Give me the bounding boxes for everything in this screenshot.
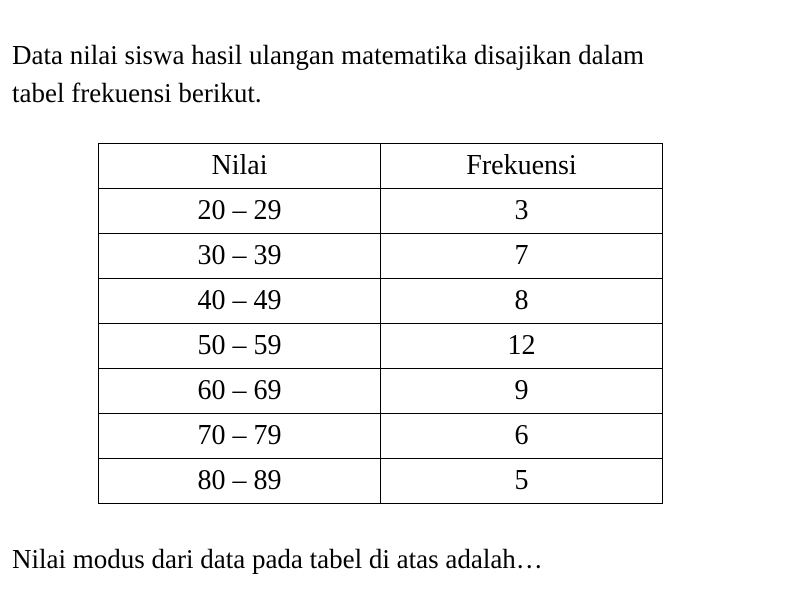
cell-frekuensi: 9 [381,369,663,414]
intro-line-2: tabel frekuensi berikut. [12,78,262,108]
intro-line-1: Data nilai siswa hasil ulangan matematika disajikan dalam [12,40,645,70]
table-row [99,369,663,414]
frequency-table [98,143,663,504]
cell-nilai: 50 – 59 [99,324,381,369]
table-row [99,459,663,504]
table-row [99,279,663,324]
cell-frekuensi: 12 [381,324,663,369]
cell-frekuensi: 6 [381,414,663,459]
cell-frekuensi: 7 [381,234,663,279]
cell-frekuensi: 3 [381,189,663,234]
cell-frekuensi: 8 [381,279,663,324]
table-header-row [99,144,663,189]
cell-nilai: 80 – 89 [99,459,381,504]
header-frekuensi: Frekuensi [381,144,663,189]
question-text: Nilai modus dari data pada tabel di atas adalah… [12,544,543,574]
table-row [99,234,663,279]
cell-nilai: 40 – 49 [99,279,381,324]
cell-nilai: 20 – 29 [99,189,381,234]
problem-intro [12,36,782,112]
table-row [99,189,663,234]
cell-nilai: 70 – 79 [99,414,381,459]
cell-frekuensi: 5 [381,459,663,504]
table-row [99,414,663,459]
cell-nilai: 60 – 69 [99,369,381,414]
cell-nilai: 30 – 39 [99,234,381,279]
table-row [99,324,663,369]
header-nilai: Nilai [99,144,381,189]
